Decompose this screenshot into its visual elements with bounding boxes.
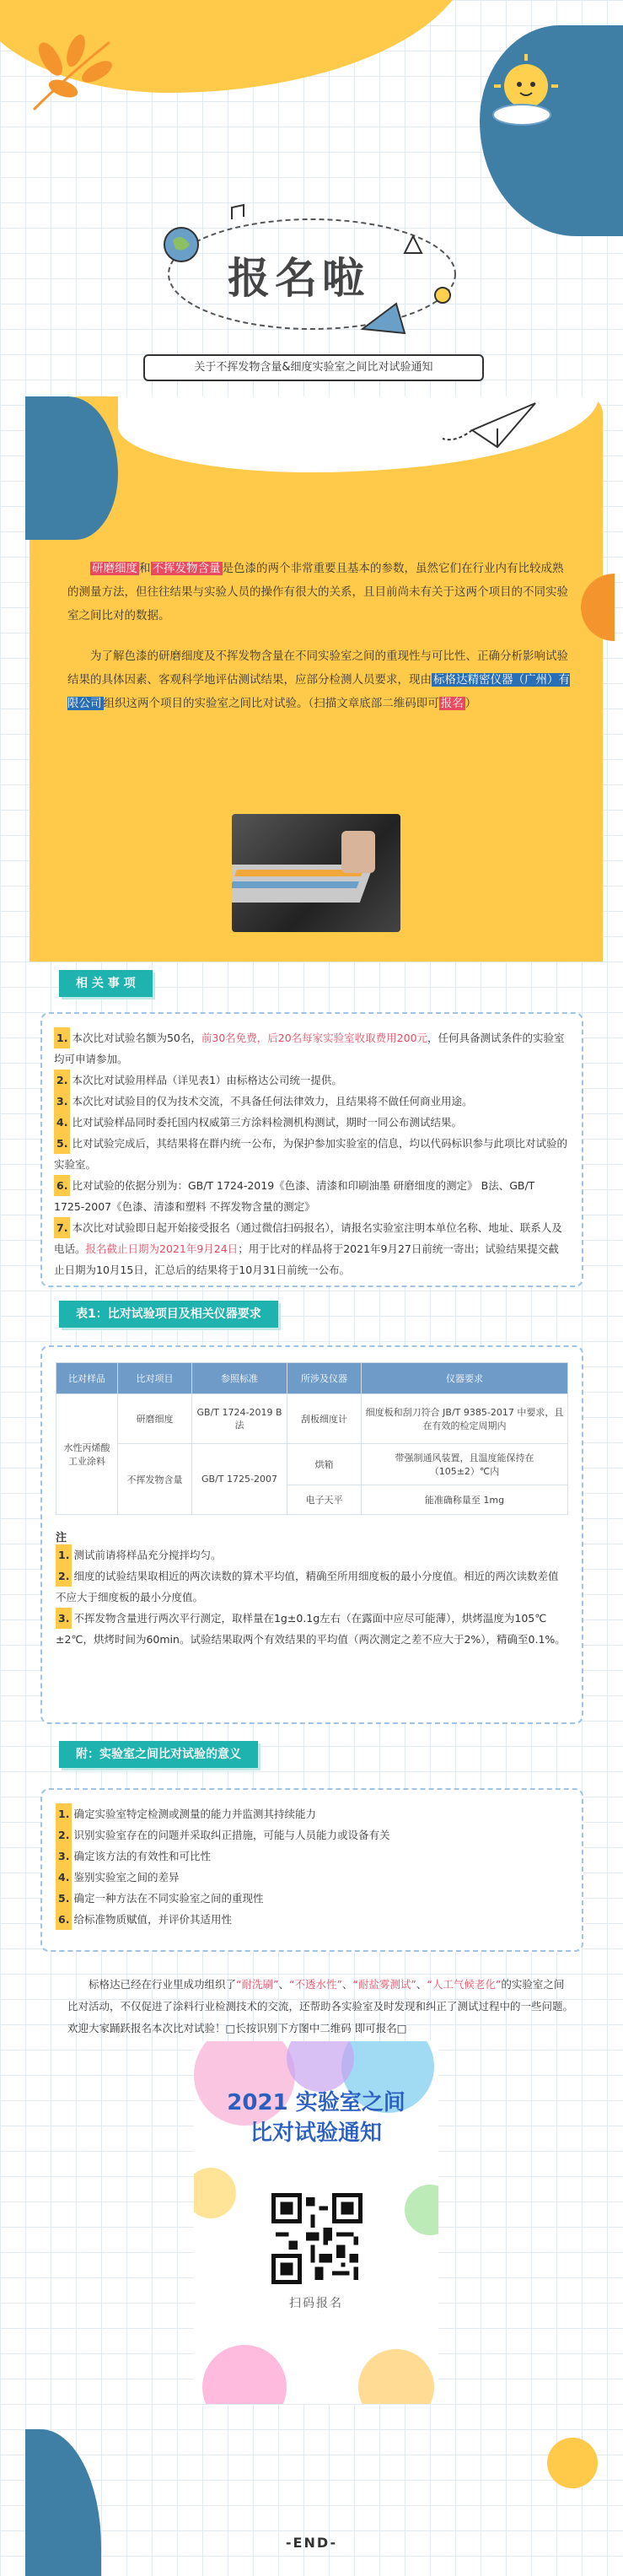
item-number: 4. [54,1112,70,1133]
list-item [54,1027,568,1070]
closing-b: 的实验室之间比对活动，不仅促进了涂料行业检测技术的交流，还帮助各实验室及时发现和纠正了测试过程中的一些问题。欢迎大家踊跃报名本次比对试验！□长按识别下方图中二维码 即可报名□ [67,1978,574,2034]
item-text: 识别实验室存在的问题并采取纠正措施，可能与人员能力或设备有关 [73,1829,390,1841]
table-row [56,1444,568,1485]
item-text: 确定实验室特定检测或测量的能力并监测其持续能力 [73,1808,316,1820]
cell: 细度板和刮刀符合 JB/T 9385-2017 中要求，且在有效的检定周期内 [362,1394,568,1444]
significance-item [56,1888,568,1909]
related-matters-list [42,1014,582,1280]
note-title: 注 [56,1532,67,1544]
significance-item [56,1824,568,1846]
poster-title [194,2088,438,2148]
item-text-after: ；用于比对的样品将于2021年9月27日前统一寄出；试验结果提交截止日期为10月15日，汇总后的结果将于10月31日前统一公布。 [54,1242,559,1276]
section-significance-tag: 附：实验室之间比对试验的意义 [59,1741,258,1768]
intro-p2-a: 为了解色漆的研磨细度及不挥发物含量在不同实验室之间的重现性与可比性、正确分析影响试验结果的具体因素、客观科学地评估测试结果，应部分检测人员要求，现由 [67,649,568,687]
note-item [56,1608,568,1650]
poster-title-line2: 比对试验通知 [250,2121,382,2146]
closing-text [67,1974,573,2040]
hl-company: 标格达精密仪器（广州）有限公司 [67,673,570,710]
notes-list [56,1544,568,1650]
item-text: 本次比对试验名额为50名， [72,1032,201,1044]
item-highlight: 前30名免费，后20名每家实验室收取费用200元 [201,1032,428,1044]
sun-icon [488,51,564,127]
hl-register: 报名 [440,697,464,710]
text-and: 和 [139,562,151,575]
closing-r3: “耐盐雾测试” [352,1978,416,1991]
cell: 研磨细度 [118,1394,192,1444]
hl-fineness: 研磨细度 [92,562,137,575]
test-items-table [56,1362,568,1515]
cell: 带强制通风装置，且温度能保持在（105±2）℃内 [362,1444,568,1485]
significance-item [56,1846,568,1867]
note-item [56,1566,568,1608]
table-panel [40,1345,583,1724]
closing-sep: 、 [341,1978,353,1991]
bottom-blue-blob [25,2429,101,2576]
item-text: 给标准物质赋值，并评价其适用性 [73,1913,232,1926]
closing-r4: “人工气候老化” [427,1978,502,1991]
item-number: 1. [54,1027,70,1048]
closing-sep: 、 [278,1978,289,1991]
paper-plane-icon [438,396,540,464]
intro-paragraph-2 [67,644,573,715]
bottom-yellow-dot [547,2438,598,2488]
table-row [56,1394,568,1444]
item-highlight: 报名截止日期为2021年9月24日 [85,1242,239,1255]
fineness-gauge-photo [232,814,400,932]
significance-item [56,1867,568,1888]
intro-p1-rest: 是色漆的两个非常重要且基本的参数，虽然它们在行业内有比较成熟的测量方法，但往往结果与实验人员的操作有很大的关系，且目前尚未有关于这两个项目的不同实验室之间比对的数据。 [67,562,568,622]
fineness-gauge-icon [232,814,400,932]
th-requirement: 仪器要求 [362,1363,568,1394]
hl-nonvolatile: 不挥发物含量 [152,562,221,575]
item-number: 3. [56,1846,72,1867]
note-number: 2. [56,1566,72,1587]
th-sample: 比对样品 [56,1363,118,1394]
item-text: 比对试验样品同时委托国内权威第三方涂料检测机构测试，期时一同公布测试结果。 [72,1116,462,1129]
registration-poster [194,2041,438,2404]
item-text-after: ，任何具备测试条件的实验室均可申请参加。 [54,1032,565,1065]
intro-p2-c: ） [465,697,477,710]
th-standard: 参照标准 [192,1363,287,1394]
item-text: 本次比对试验用样品（详见表1）由标格达公司统一提供。 [72,1074,342,1086]
item-number: 5. [56,1888,72,1909]
list-item [54,1070,568,1091]
note-text: 测试前请将样品充分搅拌均匀。 [73,1549,222,1561]
list-item [54,1091,568,1112]
page-subtitle: 关于不挥发物含量&细度实验室之间比对试验通知 [143,354,484,381]
list-item [54,1133,568,1175]
qr-code[interactable] [271,2193,363,2284]
note-number: 1. [56,1544,72,1566]
item-text: 本次比对试验目的仅为技术交流，不具备任何法律效力，且结果将不做任何商业用途。 [72,1095,473,1107]
cell: 能准确称量至 1mg [362,1485,568,1515]
related-matters-panel [40,1012,583,1287]
cell: 电子天平 [287,1485,362,1515]
end-marker: -END- [285,2535,338,2551]
significance-list [42,1790,582,1930]
closing-r1: “耐洗刷” [236,1978,279,1991]
item-number: 4. [56,1867,72,1888]
th-instrument: 所涉及仪器 [287,1363,362,1394]
cell: GB/T 1724-2019 B法 [192,1394,287,1444]
item-number: 3. [54,1091,70,1112]
list-item [54,1112,568,1133]
scan-to-register-label: 扫码报名 [289,2297,343,2310]
item-number: 2. [56,1824,72,1846]
leaves-icon [17,25,143,118]
note-item [56,1544,568,1566]
note-text: 细度的试验结果取相近的两次读数的算术平均值，精确至所用细度板的最小分度值。相近的两次读数差值不应大于细度板的最小分度值。 [56,1570,559,1603]
cell-sample: 水性丙烯酸工业涂料 [56,1394,118,1515]
item-text: 鉴别实验室之间的差异 [73,1871,180,1883]
item-text: 本次比对试验即日起开始接受报名（通过微信扫码报名），请报名实验室注明本单位名称、地址、联系人及电话。 [54,1221,562,1255]
list-item [54,1175,568,1217]
item-text: 比对试验的依据分别为：GB/T 1724-2019《色漆、清漆和印刷油墨 研磨细度的测定》 B法、GB/T 1725-2007《色漆、清漆和塑料 不挥发物含量的测定》 [54,1179,535,1213]
cell: 烘箱 [287,1444,362,1485]
note-number: 3. [56,1608,72,1629]
significance-item [56,1909,568,1930]
item-text: 比对试验完成后，其结果将在群内统一公布，为保护参加实验室的信息，均以代码标识参与此项比对试验的实验室。 [54,1137,567,1171]
item-number: 1. [56,1803,72,1824]
item-text: 确定该方法的有效性和可比性 [73,1850,211,1862]
closing-sep: 、 [416,1978,427,1991]
intro-p2-b: 组织这两个项目的实验室之间比对试验。（扫描文章底部二维码即可 [103,697,439,710]
item-text: 确定一种方法在不同实验室之间的重现性 [73,1892,264,1905]
poster-title-line1: 2021 实验室之间 [227,2090,405,2115]
item-number: 5. [54,1133,70,1154]
cell: 不挥发物含量 [118,1444,192,1515]
th-item: 比对项目 [118,1363,192,1394]
item-number: 7. [54,1217,70,1238]
list-item [54,1217,568,1280]
note-text: 不挥发物含量进行两次平行测定，取样量在1g±0.1g左右（在露面中应尽可能薄），烘烤温度为105℃±2℃，烘烤时间为60min。试验结果取两个有效结果的平均值（两次测定之差不应大于2%），精确至0.1%。 [56,1612,566,1646]
closing-a: 标格达已经在行业里成功组织了 [89,1978,237,1991]
item-number: 6. [56,1909,72,1930]
item-number: 2. [54,1070,70,1091]
item-number: 6. [54,1175,70,1196]
intro-paragraph-1 [67,557,573,628]
section-table-tag: 表1：比对试验项目及相关仪器要求 [59,1301,278,1328]
significance-panel [40,1788,583,1952]
section-related-tag: 相 关 事 项 [59,970,153,997]
significance-item [56,1803,568,1824]
intro-text [67,557,573,732]
cell: 刮板细度计 [287,1394,362,1444]
closing-r2: “不透水性” [288,1978,342,1991]
cell: GB/T 1725-2007 [192,1444,287,1515]
page-title: 报名啦 [228,254,369,303]
